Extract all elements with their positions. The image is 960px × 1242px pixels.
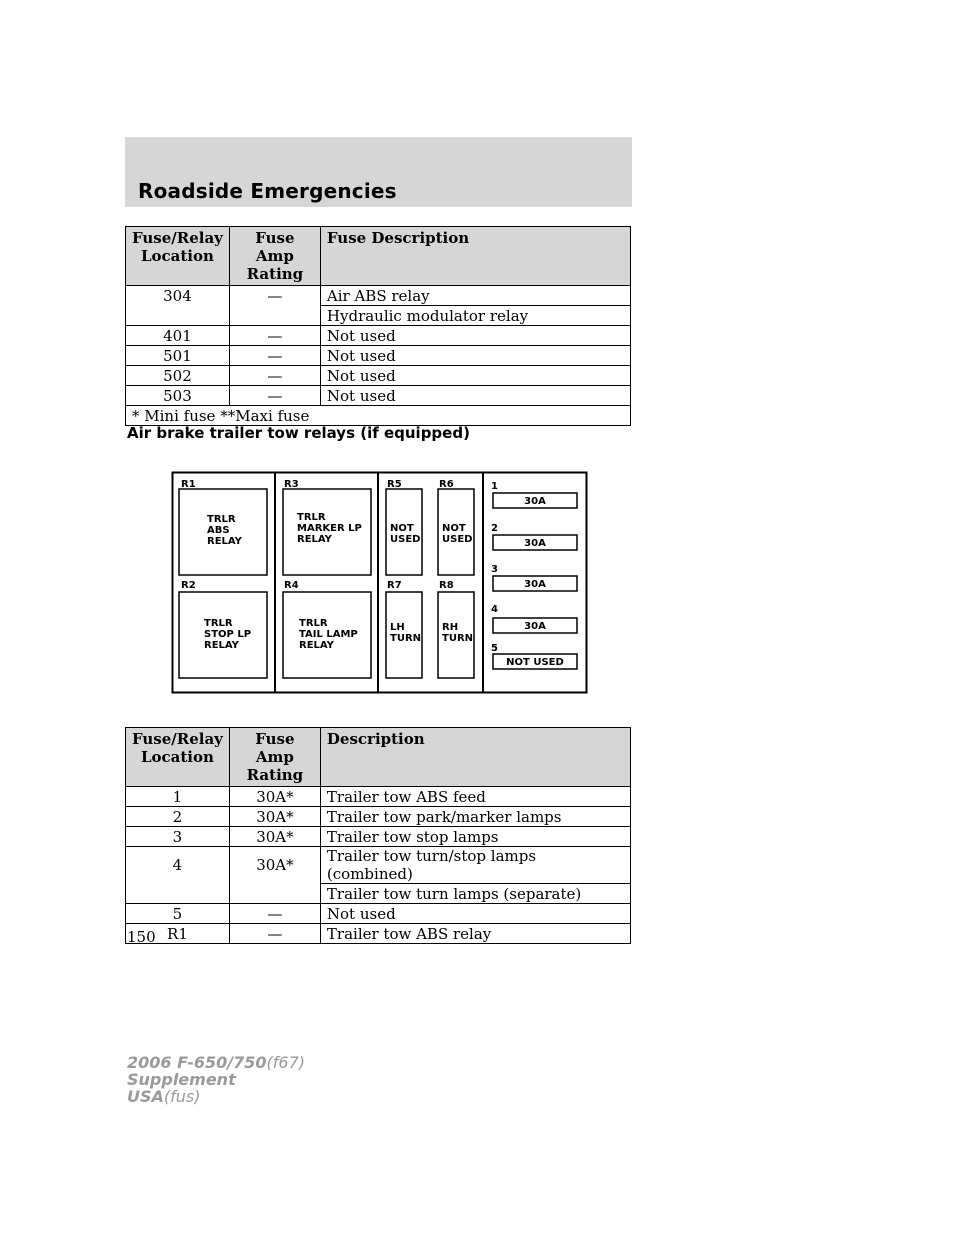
table-row xyxy=(126,884,631,904)
cell-rating: 30A* xyxy=(229,827,320,847)
cell-rating xyxy=(229,884,320,904)
cell-location: 1 xyxy=(126,787,230,807)
fuse-id-5: 5 xyxy=(491,643,498,654)
table-footnote-row xyxy=(126,406,631,426)
cell-location: 401 xyxy=(126,326,230,346)
column-header-location: Fuse/Relay Location xyxy=(126,728,230,787)
cell-description: Hydraulic modulator relay xyxy=(320,306,630,326)
cell-description: Trailer tow turn lamps (separate) xyxy=(320,884,630,904)
cell-description: Trailer tow ABS feed xyxy=(320,787,630,807)
document-footer xyxy=(127,1054,305,1105)
relay-id-r7: R7 xyxy=(387,580,402,591)
table-row xyxy=(126,904,631,924)
table-row xyxy=(126,807,631,827)
fuse-id-4: 4 xyxy=(491,604,498,615)
table-row xyxy=(126,924,631,944)
table-row xyxy=(126,847,631,884)
cell-rating: — xyxy=(229,346,320,366)
cell-description: Not used xyxy=(320,904,630,924)
cell-rating: — xyxy=(229,904,320,924)
relay-r6-label: NOT USED xyxy=(442,523,473,545)
relay-r2-label: TRLR STOP LP RELAY xyxy=(204,618,252,651)
footer-model-code: (f67) xyxy=(266,1053,305,1072)
relay-box-diagram xyxy=(171,471,589,695)
cell-description: Trailer tow ABS relay xyxy=(320,924,630,944)
relay-r7-label: LH TURN xyxy=(390,622,422,644)
cell-description: Not used xyxy=(320,346,630,366)
relay-r4-label: TRLR TAIL LAMP RELAY xyxy=(299,618,358,651)
cell-location: R1 xyxy=(126,924,230,944)
relay-r1-label: TRLR ABS RELAY xyxy=(207,514,242,547)
table-footnote: * Mini fuse **Maxi fuse xyxy=(126,406,631,426)
cell-description: Not used xyxy=(320,326,630,346)
table-row xyxy=(126,787,631,807)
cell-rating: — xyxy=(229,386,320,406)
relay-id-r1: R1 xyxy=(181,479,196,490)
column-header-description: Description xyxy=(320,728,630,787)
relay-r8-label: RH TURN xyxy=(442,622,474,644)
table-row xyxy=(126,346,631,366)
relay-id-r6: R6 xyxy=(439,479,454,490)
fuse-table-1 xyxy=(125,226,631,426)
footer-line-supplement: Supplement xyxy=(127,1070,236,1089)
cell-location xyxy=(126,884,230,904)
section-title: Roadside Emergencies xyxy=(138,179,397,203)
relay-id-r3: R3 xyxy=(284,479,299,490)
cell-location: 304 xyxy=(126,286,230,306)
cell-location: 2 xyxy=(126,807,230,827)
cell-rating: — xyxy=(229,326,320,346)
footer-model: 2006 F-650/750 xyxy=(127,1053,267,1072)
fuse-1-label: 30A xyxy=(524,496,546,507)
fuse-5-label: NOT USED xyxy=(506,657,564,668)
column-header-rating: Fuse Amp Rating xyxy=(229,227,320,286)
cell-description: Air ABS relay xyxy=(320,286,630,306)
table-row xyxy=(126,326,631,346)
relay-id-r4: R4 xyxy=(284,580,299,591)
relay-r3-label: TRLR MARKER LP RELAY xyxy=(297,512,362,545)
table-row xyxy=(126,286,631,306)
column-header-location: Fuse/Relay Location xyxy=(126,227,230,286)
column-header-description: Fuse Description xyxy=(320,227,630,286)
footer-line-market xyxy=(127,1088,305,1105)
fuse-4-label: 30A xyxy=(524,621,546,632)
cell-rating: 30A* xyxy=(229,807,320,827)
table-row xyxy=(126,306,631,326)
cell-location xyxy=(126,306,230,326)
cell-location: 3 xyxy=(126,827,230,847)
fuse-id-2: 2 xyxy=(491,523,498,534)
table-header-row xyxy=(126,728,631,787)
section-heading: Air brake trailer tow relays (if equipped) xyxy=(127,424,470,442)
fuse-3-label: 30A xyxy=(524,579,546,590)
cell-location: 501 xyxy=(126,346,230,366)
cell-rating: — xyxy=(229,286,320,306)
fuse-id-1: 1 xyxy=(491,481,498,492)
fuse-table-2 xyxy=(125,727,631,944)
cell-rating xyxy=(229,306,320,326)
table-row xyxy=(126,827,631,847)
relay-r5-label: NOT USED xyxy=(390,523,421,545)
cell-location: 502 xyxy=(126,366,230,386)
column-header-rating: Fuse Amp Rating xyxy=(229,728,320,787)
table-row xyxy=(126,366,631,386)
table-row xyxy=(126,386,631,406)
cell-rating: 30A* xyxy=(229,787,320,807)
cell-location: 4 xyxy=(126,847,230,884)
cell-rating: — xyxy=(229,366,320,386)
footer-market: USA xyxy=(127,1087,164,1106)
cell-rating: — xyxy=(229,924,320,944)
section-header-band xyxy=(125,137,632,207)
cell-location: 5 xyxy=(126,904,230,924)
fuse-2-label: 30A xyxy=(524,538,546,549)
relay-id-r5: R5 xyxy=(387,479,402,490)
cell-rating: 30A* xyxy=(229,847,320,884)
cell-description: Trailer tow stop lamps xyxy=(320,827,630,847)
page-number: 150 xyxy=(127,928,156,946)
relay-id-r8: R8 xyxy=(439,580,454,591)
cell-description: Trailer tow turn/stop lamps (combined) xyxy=(320,847,630,884)
cell-description: Not used xyxy=(320,366,630,386)
relay-id-r2: R2 xyxy=(181,580,196,591)
footer-market-code: (fus) xyxy=(163,1087,201,1106)
fuse-id-3: 3 xyxy=(491,564,498,575)
cell-location: 503 xyxy=(126,386,230,406)
cell-description: Not used xyxy=(320,386,630,406)
table-header-row xyxy=(126,227,631,286)
cell-description: Trailer tow park/marker lamps xyxy=(320,807,630,827)
footer-line-model xyxy=(127,1054,305,1071)
